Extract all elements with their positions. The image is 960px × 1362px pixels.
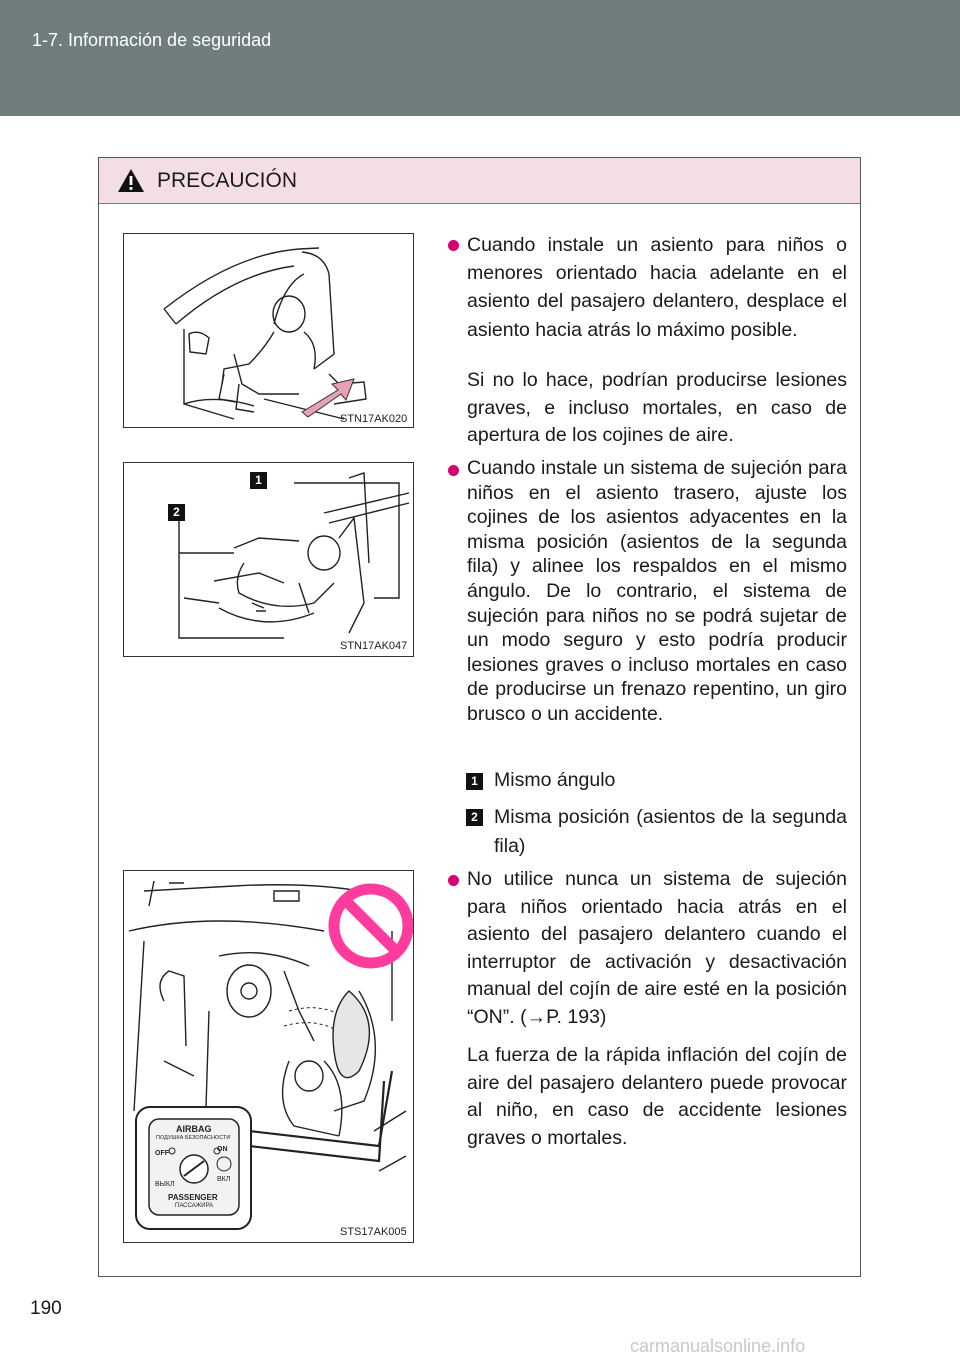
section-title: 1-7. Información de seguridad [32,30,272,50]
image-code-1: STN17AK020 [340,413,408,425]
page-number: 190 [30,1298,62,1319]
legend-1-text: Mismo ángulo [494,769,616,791]
switch-label-passenger-ru: ПАССАЖИРА [175,1203,214,1209]
switch-label-off: OFF [155,1150,169,1157]
switch-label-on-ru: ВКЛ [217,1176,231,1183]
watermark: carmanualsonline.info [630,1336,806,1356]
switch-label-airbag: AIRBAG [176,1124,212,1134]
item-1-text: Cuando instale un asiento para niños o menores orientado hacia adelante en el asiento del pasajero delantero, desplace el asiento hacia atrás lo máximo posible. [467,234,847,341]
image-code-2: STN17AK047 [340,640,408,652]
legend-2-marker: 2 [466,809,483,826]
callout-1-marker: 1 [250,472,267,489]
switch-label-airbag-ru: ПОДУШКА БЕЗОПАСНОСТИ [156,1135,231,1141]
switch-label-on: ON [217,1146,228,1153]
bullet-3 [448,875,459,886]
callout-2-marker: 2 [168,504,185,521]
image-code-3: STS17AK005 [340,1226,407,1238]
page-header [0,0,960,116]
warning-triangle-icon [117,168,145,193]
legend-1-marker: 1 [466,773,483,790]
switch-label-passenger: PASSENGER [168,1193,218,1202]
item-3-text: No utilice nunca un sistema de sujeción para niños orientado hacia atrás en el asiento del pasajero delantero cuando el interruptor de activación y desactivación manual del cojín de aire esté en la posición “ON”. (→P. 193) [467,868,847,1028]
item-3-text-2: La fuerza de la rápida inflación del cojín de aire del pasajero delantero puede provocar al niño, en caso de accidente lesiones graves o mortales. [467,1044,847,1149]
bullet-1 [448,240,459,251]
illustration-rear-seat-alignment [123,462,414,657]
item-1-text-2: Si no lo hace, podrían producirse lesiones graves, e incluso mortales, en caso de apertura de los cojines de aire. [467,369,847,446]
legend-2-text: Misma posición (asientos de la segunda fila) [494,806,847,857]
illustration-forward-child-seat [123,233,414,428]
bullet-2 [448,465,459,476]
caution-header [99,158,860,204]
item-2-text: Cuando instale un sistema de sujeción para niños en el asiento trasero, ajuste los cojines de los asientos adyacentes en la misma posición (asientos de la segunda fila) y alinee los respaldos en el mismo ángulo. De lo contrario, el sistema de sujeción para niños no se podrá sujetar de un modo seguro y esto podría producir lesiones graves o incluso mortales en caso de producirse un frenazo repentino, un giro brusco o un accidente. [467,457,847,725]
caution-title: PRECAUCIÓN [157,169,298,192]
prohibition-icon [334,889,408,963]
switch-label-off-ru: ВЫКЛ [155,1181,175,1188]
